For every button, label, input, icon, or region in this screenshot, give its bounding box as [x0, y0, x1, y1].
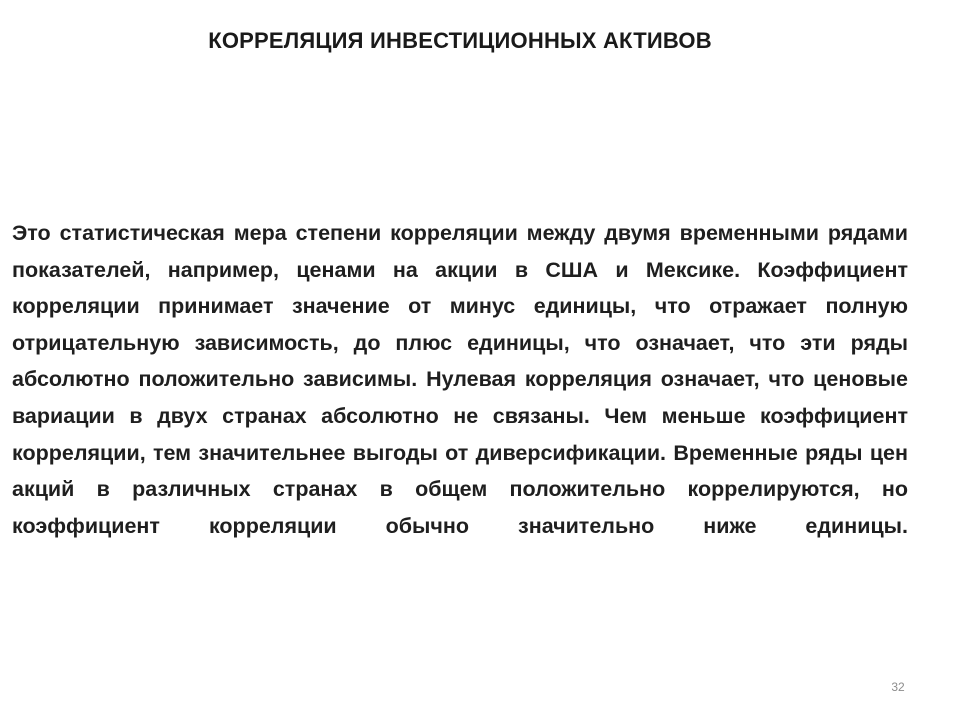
page-number: 32 — [891, 680, 905, 694]
slide-body-text: Это статистическая мера степени корреляции между двумя временными рядами показателей, например, ценами на акции в США и Мексике. Коэффициент корреляции принимает значение от минус единицы, что отражает полную отрицательную зависимость, до плюс единицы, что означает, что эти ряды абсолютно положительно зависимы. Нулевая корреляция означает, что ценовые вариации в двух странах абсолютно не связаны. Чем меньше коэффициент корреляции, тем значительнее выгоды от диверсификации. Временные ряды цен акций в различных странах в общем положительно коррелируются, но коэффициент корреляции обычно значительно ниже единицы. — [12, 221, 908, 538]
slide-title: КОРРЕЛЯЦИЯ ИНВЕСТИЦИОННЫХ АКТИВОВ — [208, 28, 712, 53]
